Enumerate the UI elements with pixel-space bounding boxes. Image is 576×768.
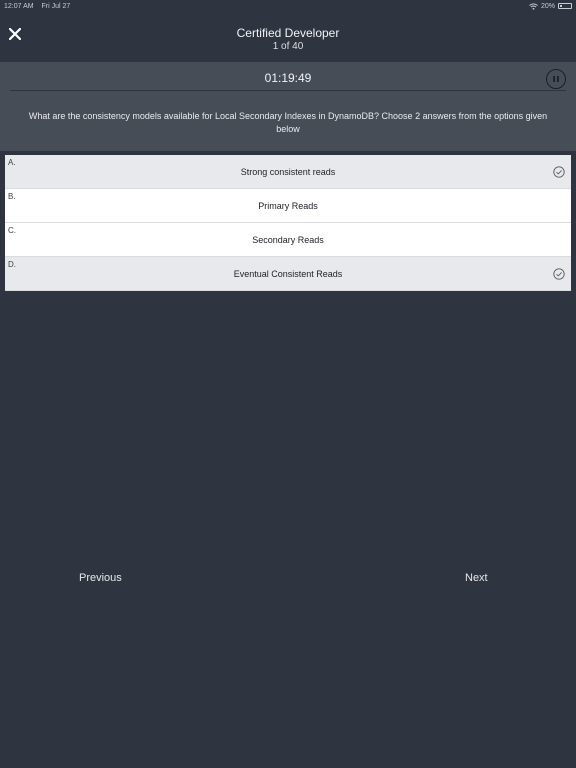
option-label: Strong consistent reads: [240, 167, 336, 177]
status-left: [4, 3, 76, 10]
option-label: Primary Reads: [258, 201, 318, 211]
question-progress: 1 of 40: [272, 41, 304, 52]
option-letter: C.: [8, 226, 16, 235]
next-button[interactable]: Next: [465, 572, 488, 584]
wifi-icon: [529, 3, 538, 10]
page-title: Certified Developer: [236, 26, 340, 40]
option-d[interactable]: [5, 257, 571, 291]
options-list: [5, 155, 571, 291]
option-letter: D.: [8, 260, 16, 269]
battery-percent: 20%: [540, 2, 555, 10]
timer-display: 01:19:49: [264, 71, 312, 85]
pause-button[interactable]: [546, 69, 566, 89]
option-label: Eventual Consistent Reads: [233, 269, 343, 279]
status-bar: [0, 0, 576, 12]
option-letter: B.: [8, 192, 16, 201]
status-time: 12:07 AM: [4, 2, 34, 10]
header: [0, 12, 576, 62]
previous-button[interactable]: Previous: [79, 572, 122, 584]
battery-icon: [558, 3, 572, 9]
option-b[interactable]: [5, 189, 571, 223]
option-label: Secondary Reads: [252, 235, 324, 245]
pause-icon: [552, 75, 560, 83]
option-letter: A.: [8, 158, 16, 167]
check-circle-icon: [553, 166, 565, 178]
option-c[interactable]: [5, 223, 571, 257]
divider: [10, 90, 566, 91]
timer-bar: [0, 62, 576, 151]
check-circle-icon: [553, 268, 565, 280]
status-right: [529, 3, 572, 10]
option-a[interactable]: [5, 155, 571, 189]
question-text: What are the consistency models available for Local Secondary Indexes in DynamoDB? Choose 2 answers from the options given below: [28, 111, 548, 134]
status-date: Fri Jul 27: [41, 2, 71, 10]
